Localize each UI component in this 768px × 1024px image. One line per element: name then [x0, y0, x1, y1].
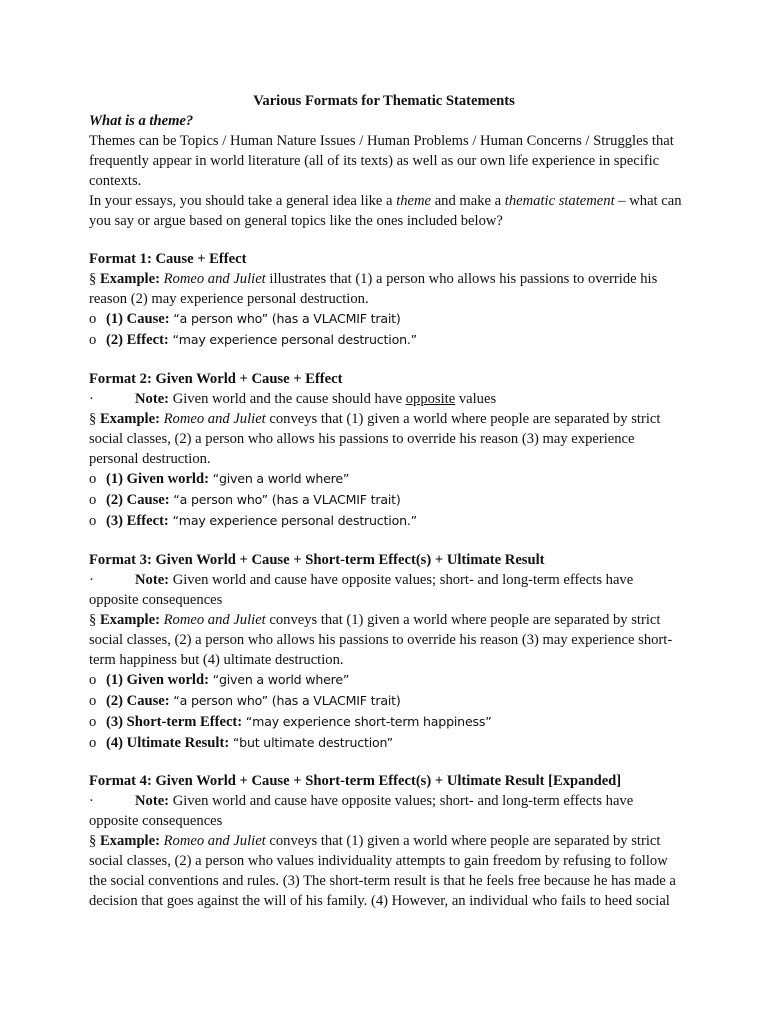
section-sign: § — [89, 411, 97, 427]
format-2-effect-item — [89, 513, 417, 530]
bullet-circle: o — [89, 471, 97, 487]
item-quote: “a person who” (has a VLACMIF trait) — [173, 492, 401, 507]
item-quote: “a person who” (has a VLACMIF trait) — [173, 693, 401, 708]
text-run: Given world and cause have opposite values; short- and long-term effects have — [169, 572, 634, 588]
item-label: (1) Cause: — [106, 311, 170, 327]
format-3-given-world-item — [89, 672, 349, 689]
work-title: Romeo and Juliet — [163, 612, 266, 628]
work-title: Romeo and Juliet — [163, 411, 266, 427]
intro-paragraph-line: frequently appear in world literature (all of its texts) as well as our own life experience in specific — [89, 153, 660, 169]
format-3-example-line: social classes, (2) a person who allows his passions to override his reason (3) may experience short- — [89, 632, 673, 648]
section-sign: § — [89, 833, 97, 849]
format-1-example-line: reason (2) may experience personal destruction. — [89, 291, 369, 307]
example-label: Example: — [99, 411, 160, 427]
text-run: conveys that (1) given a world where people are separated by strict — [265, 833, 661, 849]
item-label: (2) Effect: — [106, 332, 169, 348]
section-sign: § — [89, 271, 97, 287]
term-thematic-statement: thematic statement — [504, 193, 615, 209]
work-title: Romeo and Juliet — [163, 271, 266, 287]
format-2-note — [89, 391, 496, 408]
format-3-example-line: term happiness but (4) ultimate destruction. — [89, 652, 344, 668]
bullet-circle: o — [89, 492, 97, 508]
format-2-example-line: personal destruction. — [89, 451, 211, 467]
item-label: (3) Short-term Effect: — [106, 714, 243, 730]
format-2-heading: Format 2: Given World + Cause + Effect — [89, 371, 343, 387]
underlined-word: opposite — [405, 391, 456, 407]
item-quote: “may experience short-term happiness” — [245, 714, 492, 729]
format-2-example-line: social classes, (2) a person who allows his passions to override his reason (3) may experience — [89, 431, 635, 447]
format-4-note-line: opposite consequences — [89, 813, 223, 829]
intro-paragraph-line — [89, 193, 682, 210]
intro-paragraph-line: you say or argue based on general topics like the ones included below? — [89, 213, 503, 229]
note-label: Note: — [135, 572, 170, 588]
bullet-circle: o — [89, 672, 97, 688]
item-quote: “may experience personal destruction.” — [172, 513, 417, 528]
text-run: Given world and the cause should have — [169, 391, 406, 407]
item-label: (4) Ultimate Result: — [106, 735, 230, 751]
intro-paragraph-line: contexts. — [89, 173, 142, 189]
format-3-example — [89, 612, 660, 629]
intro-paragraph-line: Themes can be Topics / Human Nature Issues / Human Problems / Human Concerns / Struggles that — [89, 133, 674, 149]
format-2-example — [89, 411, 660, 428]
intro-subtitle: What is a theme? — [89, 113, 194, 129]
format-3-short-term-item — [89, 714, 492, 731]
text-run: illustrates that (1) a person who allows his passions to override his — [265, 271, 658, 287]
bullet-dot: · — [89, 391, 94, 407]
item-quote: “but ultimate destruction” — [232, 735, 393, 750]
bullet-circle: o — [89, 311, 97, 327]
term-theme: theme — [396, 193, 432, 209]
note-label: Note: — [135, 793, 170, 809]
format-1-effect-item — [89, 332, 417, 349]
item-quote: “a person who” (has a VLACMIF trait) — [173, 311, 401, 326]
format-3-note — [89, 572, 633, 589]
text-run: Given world and cause have opposite values; short- and long-term effects have — [169, 793, 634, 809]
item-quote: “given a world where” — [212, 471, 350, 486]
format-2-cause-item — [89, 492, 401, 509]
format-1-heading: Format 1: Cause + Effect — [89, 251, 247, 267]
text-run: values — [455, 391, 497, 407]
format-4-example-line: decision that goes against the will of his family. (4) However, an individual who fails to heed social — [89, 893, 670, 909]
bullet-dot: · — [89, 793, 94, 809]
text-run: In your essays, you should take a general idea like a — [89, 193, 397, 209]
example-label: Example: — [99, 271, 160, 287]
bullet-circle: o — [89, 513, 97, 529]
item-quote: “may experience personal destruction.” — [172, 332, 417, 347]
text-run: conveys that (1) given a world where people are separated by strict — [265, 411, 661, 427]
bullet-circle: o — [89, 735, 97, 751]
format-4-example-line: social classes, (2) a person who values individuality attempts to gain freedom by refusing to follow — [89, 853, 668, 869]
item-label: (3) Effect: — [106, 513, 169, 529]
text-run: – what can — [614, 193, 682, 209]
item-label: (2) Cause: — [106, 492, 170, 508]
item-quote: “given a world where” — [212, 672, 350, 687]
format-4-note — [89, 793, 633, 810]
format-3-heading: Format 3: Given World + Cause + Short-term Effect(s) + Ultimate Result — [89, 552, 545, 568]
note-label: Note: — [135, 391, 170, 407]
example-label: Example: — [99, 612, 160, 628]
format-3-ultimate-item — [89, 735, 393, 752]
section-sign: § — [89, 612, 97, 628]
bullet-dot: · — [89, 572, 94, 588]
item-label: (2) Cause: — [106, 693, 170, 709]
format-2-given-world-item — [89, 471, 349, 488]
work-title: Romeo and Juliet — [163, 833, 266, 849]
bullet-circle: o — [89, 332, 97, 348]
format-4-heading: Format 4: Given World + Cause + Short-term Effect(s) + Ultimate Result [Expanded] — [89, 773, 622, 789]
item-label: (1) Given world: — [106, 471, 209, 487]
example-label: Example: — [99, 833, 160, 849]
format-1-example — [89, 271, 657, 288]
format-3-cause-item — [89, 693, 401, 710]
bullet-circle: o — [89, 714, 97, 730]
text-run: conveys that (1) given a world where people are separated by strict — [265, 612, 661, 628]
format-4-example — [89, 833, 660, 850]
page-title: Various Formats for Thematic Statements — [253, 93, 515, 109]
item-label: (1) Given world: — [106, 672, 209, 688]
text-run: and make a — [431, 193, 505, 209]
format-4-example-line: the social conventions and rules. (3) The short-term result is that he feels free because he has made a — [89, 873, 676, 889]
format-3-note-line: opposite consequences — [89, 592, 223, 608]
format-1-cause-item — [89, 311, 401, 328]
bullet-circle: o — [89, 693, 97, 709]
